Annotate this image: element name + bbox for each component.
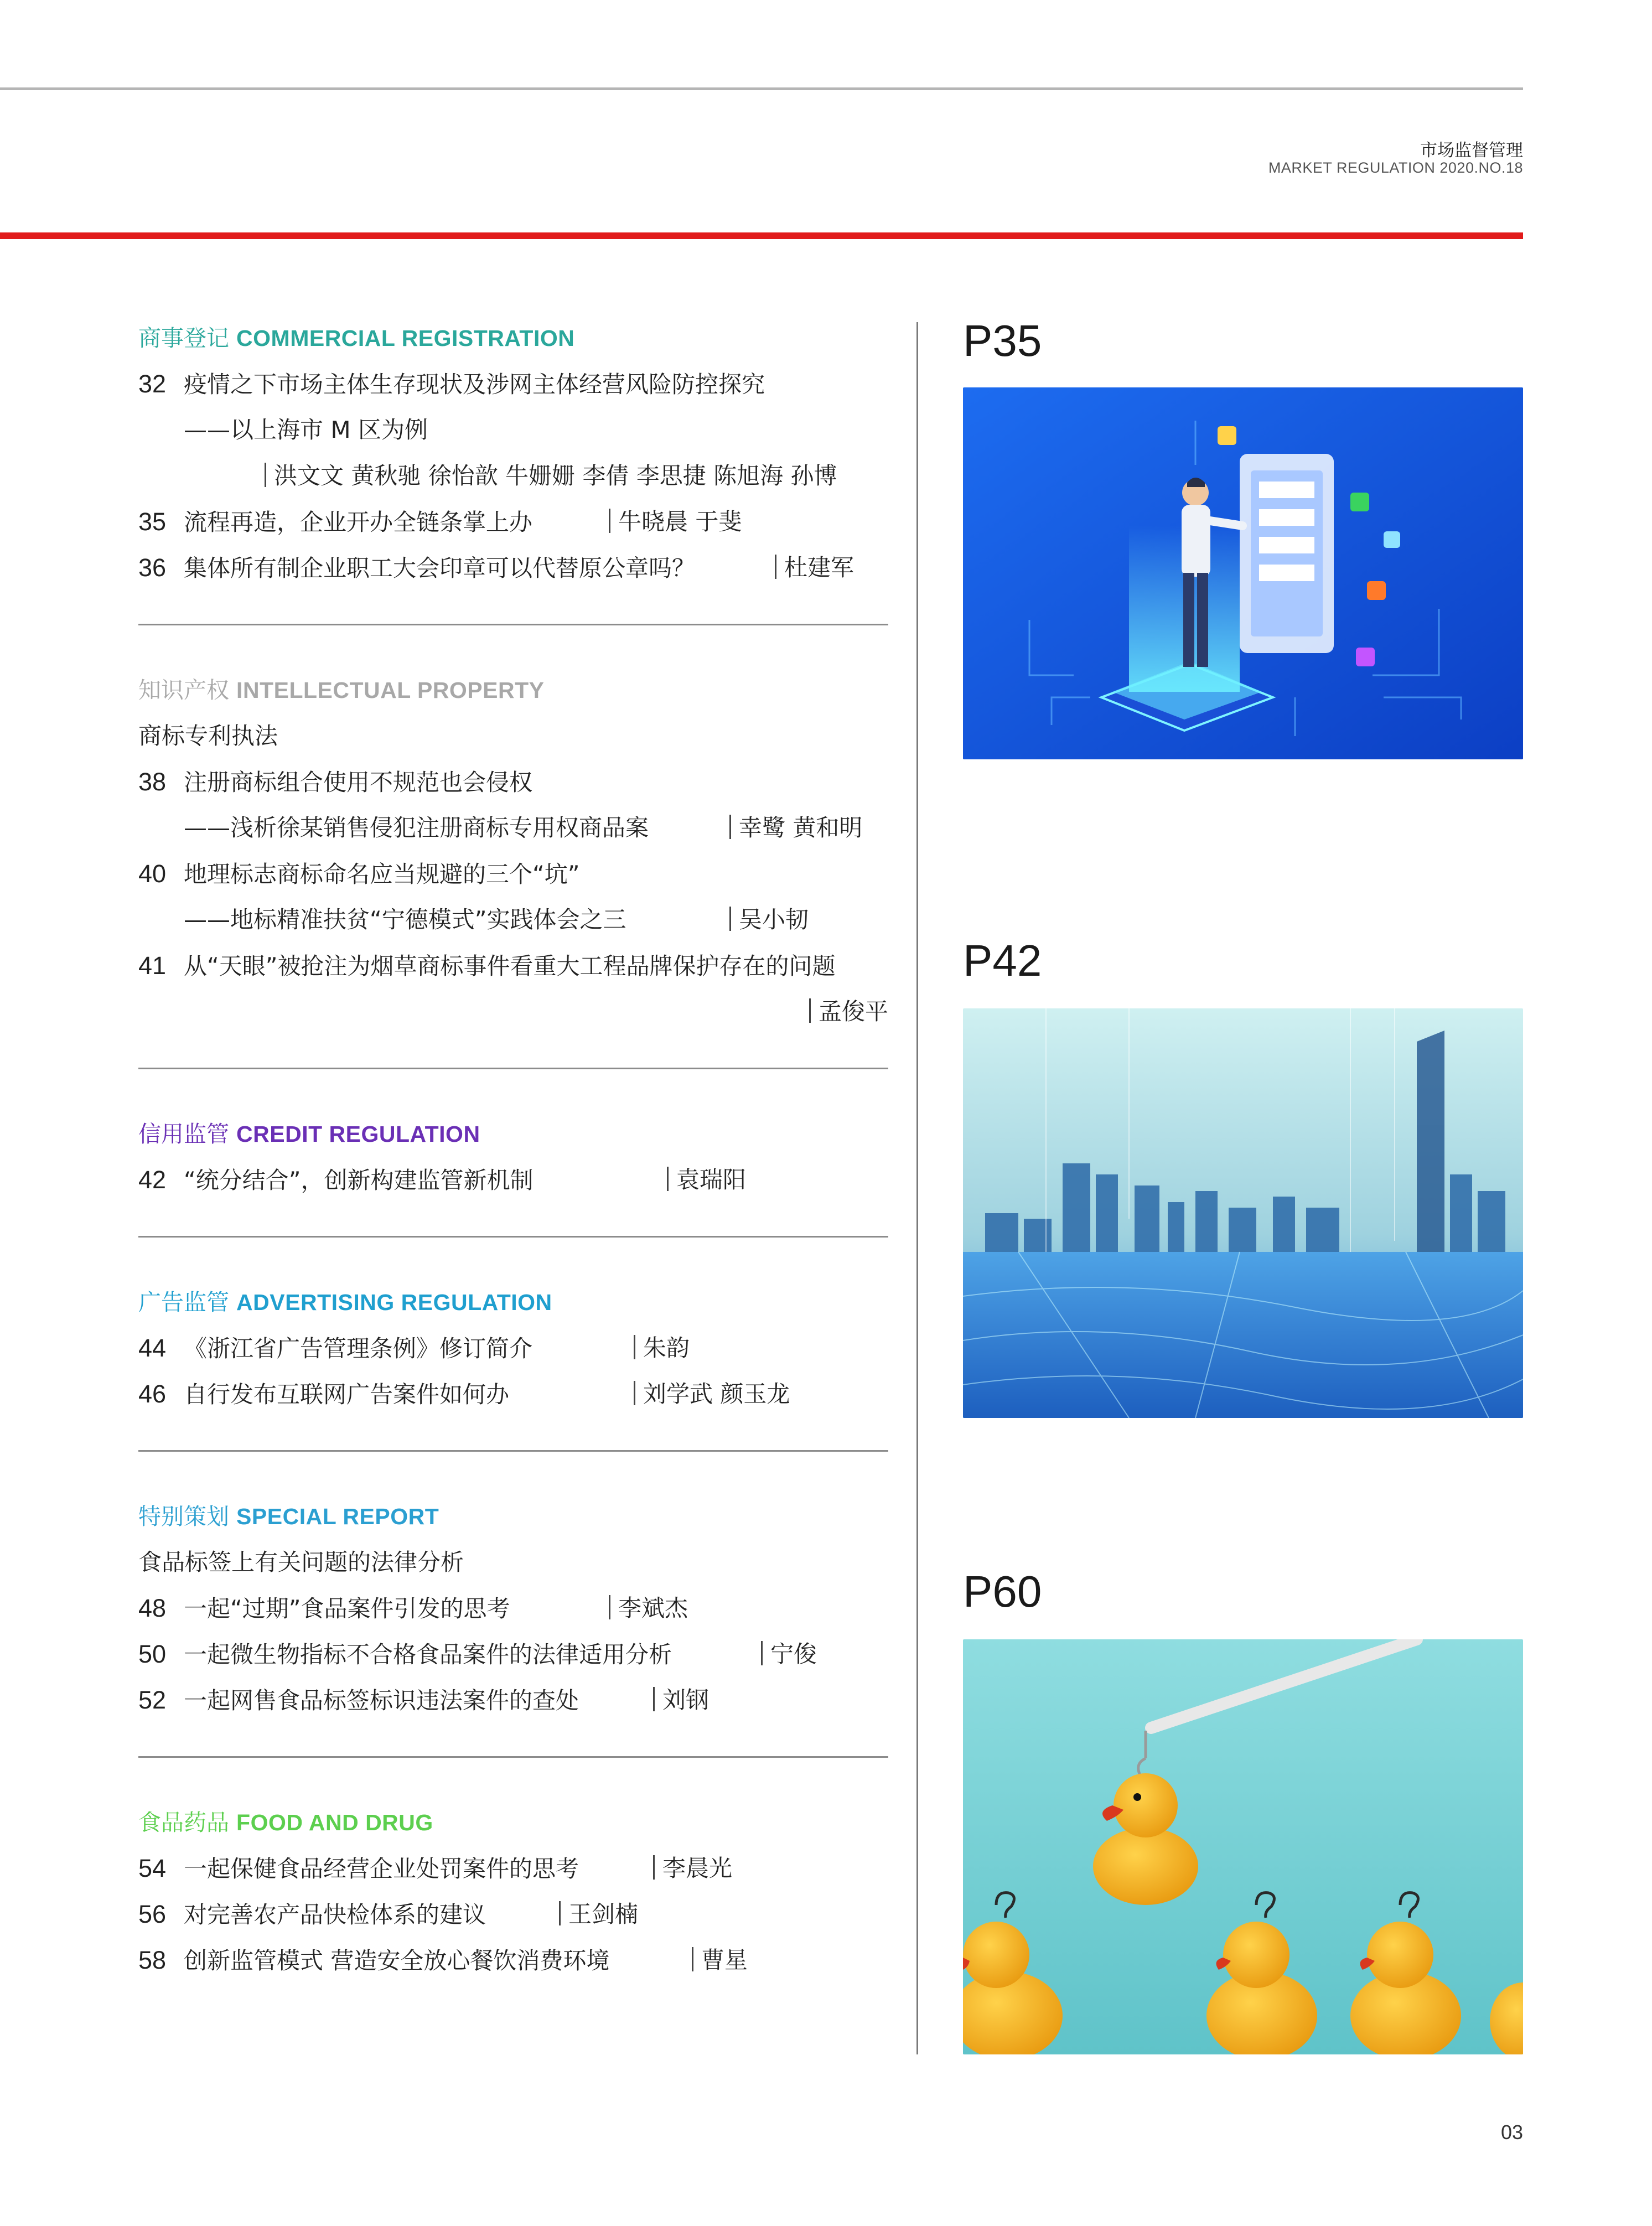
entry-title: 流程再造，企业开办全链条掌上办 [184,509,533,536]
entry-title: 自行发布互联网广告案件如何办 [184,1381,510,1408]
section-divider [138,1450,888,1452]
toc-entry[interactable] [138,1891,888,1937]
toc-entry[interactable] [138,545,888,591]
digital-interface-illustration [963,387,1523,759]
entry-title: 一起“过期”食品案件引发的思考 [184,1595,510,1622]
author-separator [809,998,811,1023]
entry-page: 58 [138,1946,167,1974]
section-en: CREDIT REGULATION [236,1121,480,1147]
section-en: FOOD AND DRUG [236,1810,433,1835]
section-divider [138,1756,888,1758]
toc-entry[interactable] [138,1677,888,1723]
section-cn: 知识产权 [138,677,229,703]
table-of-contents [138,315,888,1983]
entry-subtitle: ——地标精准扶贫“宁德模式”实践体会之三 [184,906,626,933]
entry-author: 牛晓晨 于斐 [618,508,742,535]
rubber-ducks-hook [963,1639,1523,2054]
feature-page-label: P42 [963,936,1042,985]
section-heading [138,315,888,361]
section-cn: 食品药品 [138,1809,229,1836]
section-advertising-regulation [138,1280,888,1452]
toc-subtitle [138,407,888,453]
entry-subtitle: ——浅析徐某销售侵犯注册商标专用权商品案 [184,814,649,841]
toc-entry[interactable] [138,1585,888,1631]
author-separator [265,463,266,487]
entry-page: 40 [138,860,167,888]
magazine-issue: MARKET REGULATION 2020.NO.18 [1268,159,1523,176]
section-heading [138,1800,888,1845]
entry-author: 杜建军 [784,554,855,581]
entry-page: 32 [138,370,167,398]
toc-subtitle [138,897,888,943]
author-separator [653,1687,655,1711]
section-subhead: 商标专利执法 [138,722,278,749]
entry-title: 地理标志商标命名应当规避的三个“坑” [184,861,580,888]
section-heading [138,1111,888,1157]
section-divider [138,1068,888,1069]
page-number: 03 [1500,2121,1523,2144]
entry-title: 一起网售食品标签标识违法案件的查处 [184,1687,579,1714]
section-en: INTELLECTUAL PROPERTY [236,677,545,703]
entry-page: 52 [138,1686,167,1714]
toc-entry[interactable] [138,1157,888,1203]
entry-author: 袁瑞阳 [676,1166,747,1193]
entry-title: 疫情之下市场主体生存现状及涉网主体经营风险防控探究 [184,371,765,398]
toc-entry[interactable] [138,1937,888,1983]
feature-image-ducks[interactable] [963,1639,1523,2054]
entry-page: 44 [138,1334,167,1362]
section-divider [138,1236,888,1238]
section-en: ADVERTISING REGULATION [236,1290,552,1315]
feature-image-city[interactable] [963,1008,1523,1418]
top-rule [0,87,1523,90]
section-commercial-registration [138,315,888,625]
entry-page: 54 [138,1854,167,1882]
toc-entry[interactable] [138,499,888,545]
section-food-and-drug [138,1800,888,1983]
toc-entry[interactable] [138,943,888,988]
section-intellectual-property [138,667,888,1069]
section-cn: 广告监管 [138,1289,229,1316]
toc-entry[interactable] [138,1371,888,1417]
toc-authors [138,988,888,1034]
toc-entry[interactable] [138,759,888,805]
author-separator [729,815,731,839]
author-separator [761,1641,763,1665]
feature-page-label: P35 [963,316,1042,365]
toc-entry[interactable] [138,851,888,897]
section-heading [138,667,888,713]
toc-entry[interactable] [138,1631,888,1677]
section-divider [138,624,888,625]
entry-author: 幸鹭 黄和明 [739,814,863,841]
entry-title: 对完善农产品快检体系的建议 [184,1901,486,1928]
section-en: COMMERCIAL REGISTRATION [236,325,575,351]
author-separator [634,1335,635,1359]
entry-author: 曹星 [701,1947,748,1974]
entry-author: 孟俊平 [818,998,888,1025]
entry-page: 46 [138,1380,167,1408]
feature-image-digital[interactable] [963,387,1523,759]
entry-page: 42 [138,1166,167,1194]
section-heading [138,1494,888,1539]
entry-title: 从“天眼”被抢注为烟草商标事件看重大工程品牌保护存在的问题 [184,952,836,980]
entry-author: 王剑楠 [568,1901,639,1928]
entry-title: 一起保健食品经营企业处罚案件的思考 [184,1855,579,1882]
entry-author: 刘钢 [662,1686,710,1713]
author-separator [667,1167,669,1191]
toc-subtitle [138,805,888,851]
entry-author: 刘学武 颜玉龙 [643,1380,790,1407]
section-en: SPECIAL REPORT [236,1504,439,1529]
entry-page: 48 [138,1594,167,1622]
entry-title: 创新监管模式 营造安全放心餐饮消费环境 [184,1947,610,1974]
author-separator [729,907,731,931]
author-separator [692,1947,693,1971]
column-divider [916,322,918,2054]
author-separator [609,509,610,533]
section-special-report [138,1494,888,1758]
entry-page: 38 [138,768,167,796]
magazine-title: 市场监督管理 [1420,141,1523,161]
entry-authors: 洪文文 黄秋驰 徐怡歆 牛姗姗 李倩 李思捷 陈旭海 孙博 [274,462,837,489]
entry-title: 集体所有制企业职工大会印章可以代替原公章吗？ [184,555,696,582]
toc-entry[interactable] [138,1845,888,1891]
entry-author: 吴小韧 [739,906,809,933]
section-cn: 商事登记 [138,325,229,351]
section-cn: 特别策划 [138,1503,229,1530]
entry-author: 朱韵 [643,1334,690,1362]
entry-page: 41 [138,951,167,980]
entry-page: 50 [138,1640,167,1668]
feature-page-label: P60 [963,1567,1042,1616]
toc-entry[interactable] [138,361,888,407]
entry-page: 35 [138,508,167,536]
entry-author: 李斌杰 [618,1595,688,1622]
author-separator [775,555,776,579]
entry-title: 注册商标组合使用不规范也会侵权 [184,769,533,796]
author-separator [559,1901,561,1925]
author-separator [653,1855,655,1880]
entry-page: 36 [138,553,167,582]
entry-page: 56 [138,1900,167,1928]
section-cn: 信用监管 [138,1121,229,1147]
entry-title: 一起微生物指标不合格食品案件的法律适用分析 [184,1641,672,1668]
toc-authors [138,453,888,499]
entry-title: “统分结合”，创新构建监管新机制 [184,1167,534,1194]
author-separator [634,1381,635,1405]
entry-subtitle: ——以上海市 M 区为例 [184,416,428,443]
author-separator [609,1595,610,1619]
entry-title: 《浙江省广告管理条例》修订简介 [184,1335,533,1362]
entry-author: 宁俊 [770,1640,817,1668]
toc-entry[interactable] [138,1325,888,1371]
smart-city-skyline [963,1008,1523,1418]
red-header-bar [0,232,1523,239]
section-credit-regulation [138,1111,888,1238]
section-heading [138,1280,888,1325]
section-subhead: 食品标签上有关问题的法律分析 [138,1549,464,1576]
entry-author: 李晨光 [662,1855,733,1882]
